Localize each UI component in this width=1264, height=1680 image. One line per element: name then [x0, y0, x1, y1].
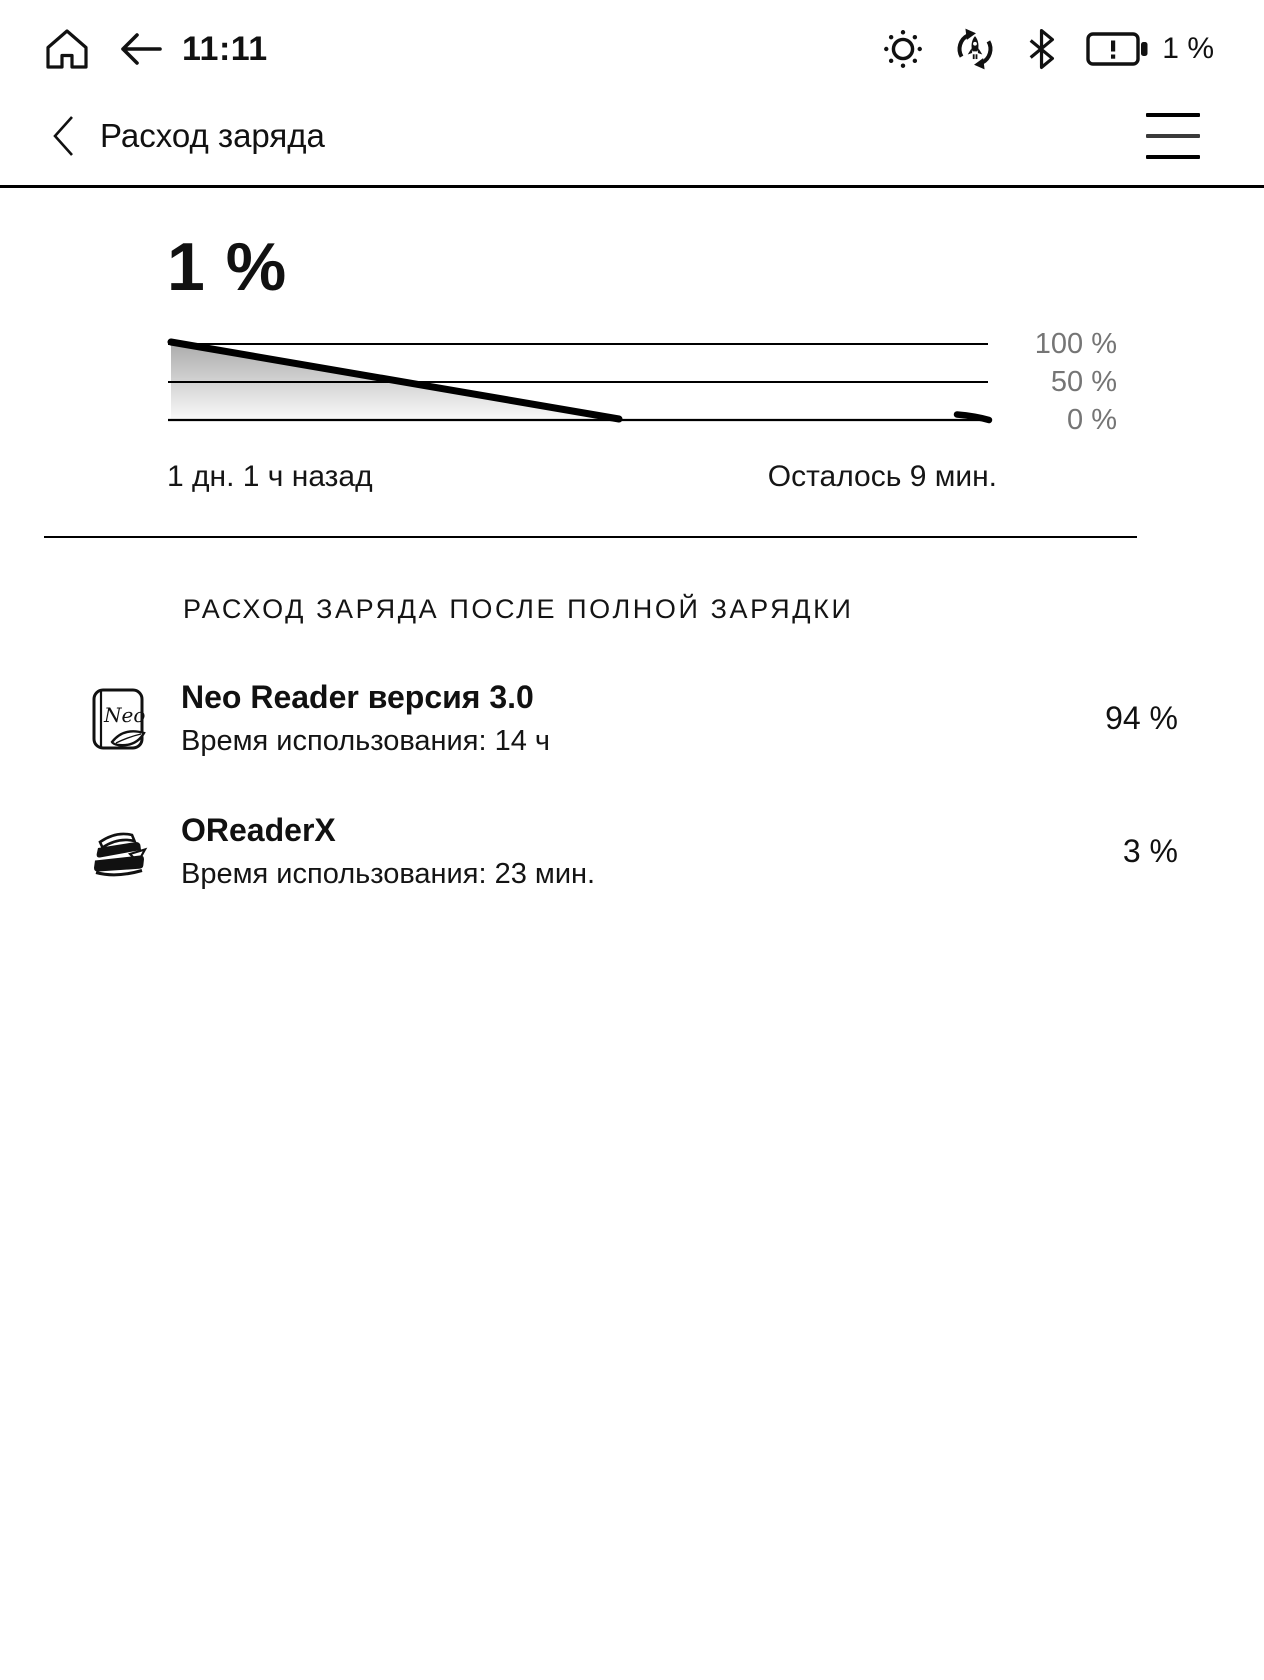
- app-usage-percent: 94 %: [1105, 700, 1178, 736]
- status-time: 11:11: [182, 29, 268, 68]
- oreaderx-app-icon: [86, 820, 150, 884]
- section-divider: [44, 536, 1137, 538]
- app-name: OReaderX: [181, 812, 336, 848]
- battery-discharge-plot: [167, 332, 997, 444]
- page-title: Расход заряда: [100, 116, 325, 154]
- status-bar: [0, 0, 1264, 78]
- app-usage-percent: 3 %: [1122, 833, 1178, 869]
- usage-section-title: РАСХОД ЗАРЯДА ПОСЛЕ ПОЛНОЙ ЗАРЯДКИ: [183, 594, 854, 624]
- y-axis-labels: [1005, 328, 1117, 444]
- battery-alert-icon: [1086, 31, 1148, 67]
- app-usage-row-oreaderx[interactable]: [86, 812, 1178, 891]
- refresh-mode-rocket-icon: [952, 26, 998, 72]
- y-tick-100: 100 %: [1034, 328, 1117, 360]
- neo-reader-app-icon: [86, 687, 150, 751]
- hamburger-bar: [1146, 134, 1200, 138]
- timeline-captions: [167, 460, 997, 494]
- timeline-start-label: 1 дн. 1 ч назад: [167, 460, 373, 493]
- app-usage-time: Время использования: 14 ч: [181, 725, 550, 757]
- app-usage-row-neo-reader[interactable]: [86, 679, 1178, 758]
- brightness-icon: [881, 27, 925, 71]
- app-name: Neo Reader версия 3.0: [181, 679, 534, 715]
- back-chevron-icon[interactable]: [50, 113, 76, 159]
- hamburger-menu-icon[interactable]: [1146, 113, 1200, 159]
- battery-history-chart: [167, 328, 1264, 444]
- page-header: [0, 86, 1264, 188]
- bluetooth-icon: [1025, 26, 1059, 72]
- y-tick-50: 50 %: [1050, 366, 1117, 398]
- back-arrow-icon[interactable]: [118, 26, 164, 72]
- hamburger-bar: [1146, 155, 1200, 159]
- hamburger-bar: [1146, 113, 1200, 117]
- timeline-end-label: Осталось 9 мин.: [767, 460, 997, 493]
- svg-text:Neo: Neo: [104, 702, 146, 727]
- battery-big-percent: 1 %: [167, 229, 288, 305]
- home-icon[interactable]: [44, 26, 90, 72]
- y-tick-0: 0 %: [1067, 404, 1117, 436]
- app-usage-time: Время использования: 23 мин.: [181, 858, 596, 890]
- status-battery-percent: 1 %: [1162, 32, 1214, 65]
